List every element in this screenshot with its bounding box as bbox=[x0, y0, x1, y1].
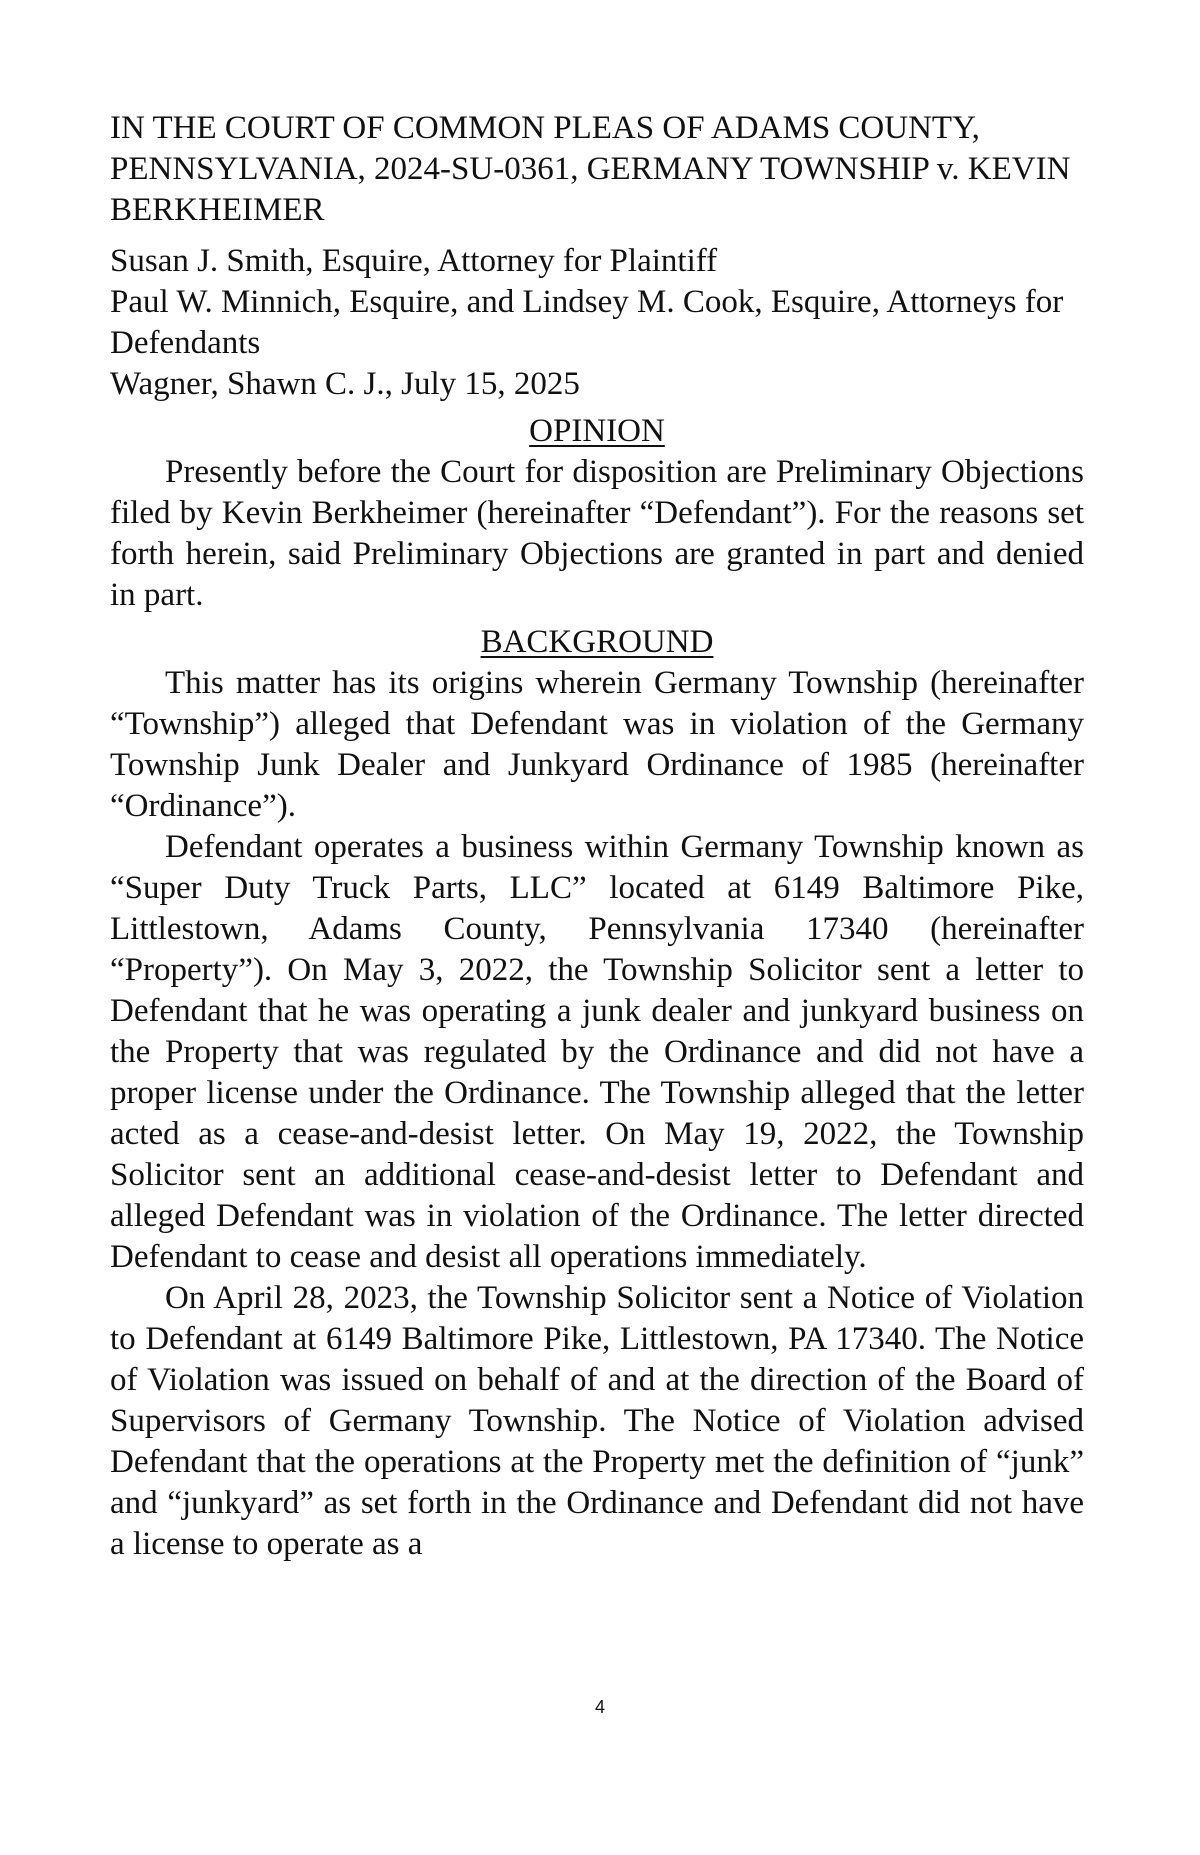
case-caption: IN THE COURT OF COMMON PLEAS OF ADAMS COUNTY, PENNSYLVANIA, 2024-SU-0361, GERMANY TOWNSHIP v. KEVIN BERKHEIMER bbox=[110, 110, 1071, 228]
document-page bbox=[110, 108, 1084, 1565]
page-number: 4 bbox=[594, 1697, 605, 1717]
background-paragraph: Defendant operates a business within Germany Township known as “Super Duty Truck Parts, LLC” located at 6149 Baltimore Pike, Littlestown, Adams County, Pennsylvania 17340 (hereinafter “Property”). On May 3, 2022, the Township Solicitor sent a letter to Defendant that he was operating a junk dealer and junkyard business on the Property that was regulated by the Ordinance and did not have a proper license under the Ordinance. The Township alleged that the letter acted as a cease-and-desist letter. On May 19, 2022, the Township Solicitor sent an additional cease-and-desist letter to Defendant and alleged Defendant was in violation of the Ordinance. The letter directed Defendant to cease and desist all operations immediately. bbox=[110, 829, 1084, 1275]
opinion-heading: OPINION bbox=[529, 413, 665, 449]
judge-and-date: Wagner, Shawn C. J., July 15, 2025 bbox=[110, 366, 580, 402]
plaintiff-attorney: Susan J. Smith, Esquire, Attorney for Plaintiff bbox=[110, 243, 718, 279]
defense-attorneys: Paul W. Minnich, Esquire, and Lindsey M. Cook, Esquire, Attorneys for Defendants bbox=[110, 284, 1064, 361]
background-paragraph: This matter has its origins wherein Germany Township (hereinafter “Township”) alleged that Defendant was in violation of the Germany Township Junk Dealer and Junkyard Ordinance of 1985 (hereinafter “Ordinance”). bbox=[110, 665, 1084, 824]
background-heading: BACKGROUND bbox=[480, 624, 714, 660]
background-paragraph: On April 28, 2023, the Township Solicitor sent a Notice of Violation to Defendant at 6149 Baltimore Pike, Littlestown, PA 17340. The Notice of Violation was issued on behalf of and at the direction of the Board of Supervisors of Germany Township. The Notice of Violation advised Defendant that the operations at the Property met the definition of “junk” and “junkyard” as set forth in the Ordinance and Defendant did not have a license to operate as a bbox=[110, 1280, 1084, 1562]
opinion-paragraph: Presently before the Court for disposition are Preliminary Objections filed by Kevin Berkheimer (hereinafter “Defendant”). For the reasons set forth herein, said Preliminary Objections are granted in part and denied in part. bbox=[110, 454, 1084, 613]
counsel-block bbox=[110, 241, 1084, 405]
